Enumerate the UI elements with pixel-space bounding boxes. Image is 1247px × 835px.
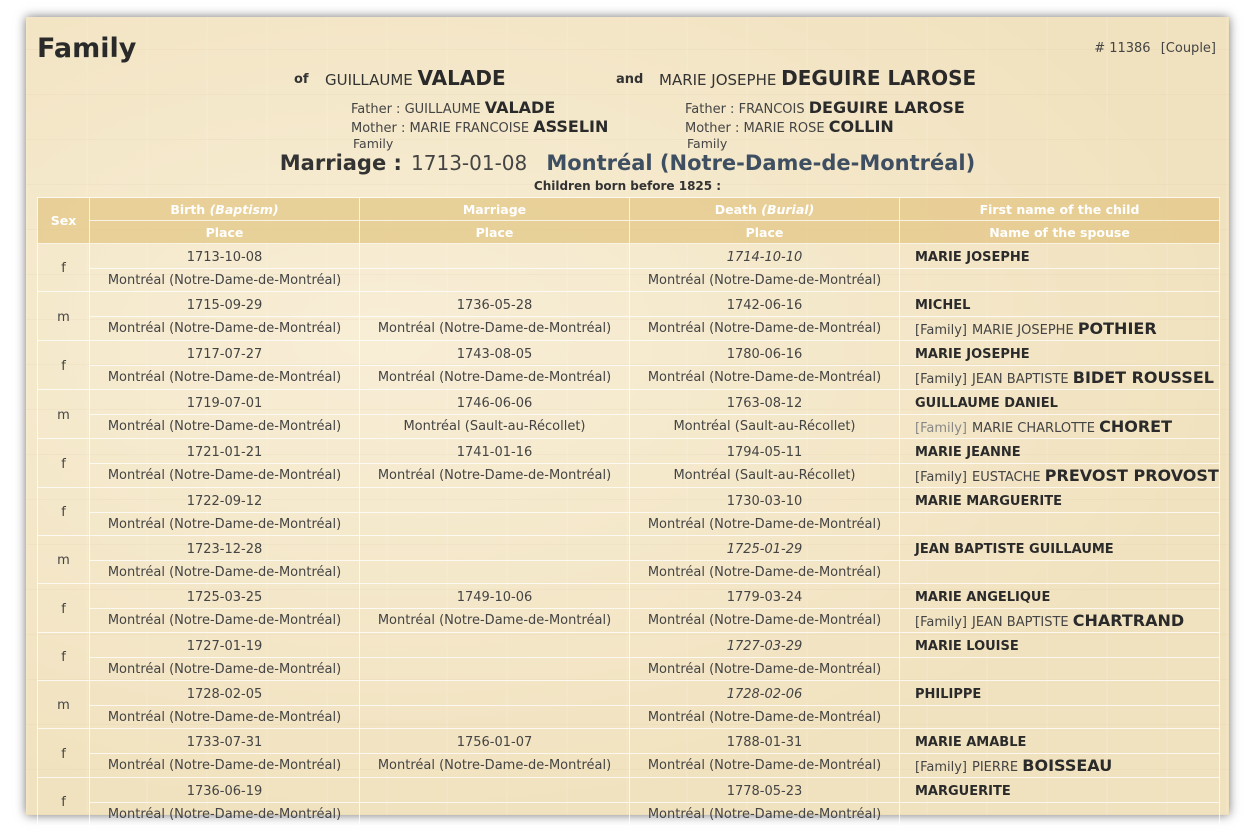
marriage-place — [360, 269, 630, 292]
death-date: 1779-03-24 — [630, 584, 900, 609]
husband-father[interactable]: Father : GUILLAUME VALADE — [351, 98, 556, 117]
marriage-date: 1741-01-16 — [360, 439, 630, 464]
couple-link[interactable]: [Couple] — [1160, 41, 1216, 56]
marriage-date — [360, 778, 630, 803]
table-row — [38, 439, 1220, 464]
spouse-family-link[interactable]: [Family] — [915, 421, 967, 436]
birth-place: Montréal (Notre-Dame-de-Montréal) — [90, 658, 360, 681]
marriage-date: 1749-10-06 — [360, 584, 630, 609]
birth-date: 1717-07-27 — [90, 341, 360, 366]
spouse-name[interactable] — [900, 706, 1220, 729]
child-first-name[interactable]: MARIE AMABLE — [900, 729, 1220, 754]
wife-first-name: MARIE JOSEPHE — [659, 71, 777, 89]
birth-place: Montréal (Notre-Dame-de-Montréal) — [90, 609, 360, 633]
marriage-date — [360, 244, 630, 269]
death-place: Montréal (Sault-au-Récollet) — [630, 415, 900, 439]
death-date: 1714-10-10 — [630, 244, 900, 269]
spouse-name[interactable] — [900, 366, 1220, 390]
spouse-name[interactable] — [900, 803, 1220, 826]
birth-place: Montréal (Notre-Dame-de-Montréal) — [90, 415, 360, 439]
spouse-name[interactable] — [900, 317, 1220, 341]
death-date: 1742-06-16 — [630, 292, 900, 317]
birth-date: 1725-03-25 — [90, 584, 360, 609]
child-sex: f — [38, 341, 90, 390]
marriage-label: Marriage : — [279, 151, 402, 175]
birth-date: 1721-01-21 — [90, 439, 360, 464]
birth-place: Montréal (Notre-Dame-de-Montréal) — [90, 464, 360, 488]
birth-date: 1728-02-05 — [90, 681, 360, 706]
marriage-place — [360, 513, 630, 536]
spouse-last-name: BOISSEAU — [1022, 756, 1113, 775]
spouse-last-name: PREVOST PROVOST — [1044, 466, 1219, 485]
death-date: 1763-08-12 — [630, 390, 900, 415]
table-row — [38, 244, 1220, 269]
marriage-line — [26, 151, 1229, 175]
table-row — [38, 633, 1220, 658]
death-place: Montréal (Notre-Dame-de-Montréal) — [630, 317, 900, 341]
marriage-place — [360, 803, 630, 826]
spouse-family-link[interactable]: [Family] — [915, 760, 967, 775]
spouse-first-name: MARIE JOSEPHE — [971, 323, 1074, 338]
child-first-name[interactable]: GUILLAUME DANIEL — [900, 390, 1220, 415]
spouse-family-link[interactable]: [Family] — [915, 615, 967, 630]
death-date: 1788-01-31 — [630, 729, 900, 754]
birth-date: 1713-10-08 — [90, 244, 360, 269]
record-reference — [1088, 41, 1216, 56]
marriage-place: Montréal (Notre-Dame-de-Montréal) — [546, 151, 976, 175]
birth-place: Montréal (Notre-Dame-de-Montréal) — [90, 317, 360, 341]
marriage-place: Montréal (Notre-Dame-de-Montréal) — [360, 754, 630, 778]
header-marriage: Marriage — [360, 198, 630, 221]
birth-place: Montréal (Notre-Dame-de-Montréal) — [90, 754, 360, 778]
child-first-name[interactable]: MARIE JEANNE — [900, 439, 1220, 464]
children-table — [37, 197, 1220, 826]
birth-place: Montréal (Notre-Dame-de-Montréal) — [90, 803, 360, 826]
child-sex: m — [38, 536, 90, 584]
header-birth-place: Place — [90, 221, 360, 244]
child-sex: f — [38, 778, 90, 826]
child-sex: f — [38, 584, 90, 633]
child-first-name[interactable]: JEAN BAPTISTE GUILLAUME — [900, 536, 1220, 561]
table-row-place — [38, 366, 1220, 390]
marriage-date — [360, 536, 630, 561]
spouse-first-name: JEAN BAPTISTE — [971, 615, 1069, 630]
death-place: Montréal (Notre-Dame-de-Montréal) — [630, 269, 900, 292]
child-sex: f — [38, 439, 90, 488]
marriage-place: Montréal (Notre-Dame-de-Montréal) — [360, 464, 630, 488]
table-row-place — [38, 706, 1220, 729]
of-label: of — [294, 72, 309, 87]
child-first-name[interactable]: MARGUERITE — [900, 778, 1220, 803]
birth-date: 1722-09-12 — [90, 488, 360, 513]
spouse-first-name: EUSTACHE — [971, 470, 1041, 485]
child-first-name[interactable]: MARIE ANGELIQUE — [900, 584, 1220, 609]
death-place: Montréal (Notre-Dame-de-Montréal) — [630, 658, 900, 681]
header-sex: Sex — [38, 198, 90, 244]
children-label: Children born before 1825 : — [533, 179, 722, 193]
birth-place: Montréal (Notre-Dame-de-Montréal) — [90, 366, 360, 390]
and-label: and — [616, 72, 644, 87]
header-first-name: First name of the child — [900, 198, 1220, 221]
spouse-name[interactable] — [900, 754, 1220, 778]
table-row-place — [38, 803, 1220, 826]
husband-last-name: VALADE — [417, 66, 506, 90]
marriage-date: 1736-05-28 — [360, 292, 630, 317]
birth-place: Montréal (Notre-Dame-de-Montréal) — [90, 561, 360, 584]
wife-name[interactable] — [659, 66, 976, 90]
page-title: Family — [37, 33, 137, 64]
spouse-name[interactable] — [900, 609, 1220, 633]
death-place: Montréal (Notre-Dame-de-Montréal) — [630, 513, 900, 536]
spouse-first-name: JEAN BAPTISTE — [971, 372, 1069, 387]
birth-date: 1715-09-29 — [90, 292, 360, 317]
wife-last-name: DEGUIRE LAROSE — [781, 66, 977, 90]
header-death: Death (Burial) — [630, 198, 900, 221]
husband-mother[interactable]: Mother : MARIE FRANCOISE ASSELIN — [351, 117, 609, 136]
table-row-place — [38, 513, 1220, 536]
table-row-place — [38, 269, 1220, 292]
marriage-date — [360, 681, 630, 706]
header-marriage-place: Place — [360, 221, 630, 244]
death-place: Montréal (Notre-Dame-de-Montréal) — [630, 366, 900, 390]
marriage-place: Montréal (Notre-Dame-de-Montréal) — [360, 609, 630, 633]
table-row-place — [38, 609, 1220, 633]
spouse-first-name: PIERRE — [971, 760, 1019, 775]
death-date: 1728-02-06 — [630, 681, 900, 706]
death-place: Montréal (Notre-Dame-de-Montréal) — [630, 706, 900, 729]
spouse-last-name: BIDET ROUSSEL — [1072, 368, 1214, 387]
table-row — [38, 390, 1220, 415]
marriage-place — [360, 706, 630, 729]
birth-date: 1727-01-19 — [90, 633, 360, 658]
child-sex: f — [38, 244, 90, 292]
table-row-place — [38, 754, 1220, 778]
child-sex: m — [38, 390, 90, 439]
death-place: Montréal (Notre-Dame-de-Montréal) — [630, 754, 900, 778]
marriage-date: 1713-01-08 — [411, 151, 528, 175]
death-date: 1794-05-11 — [630, 439, 900, 464]
table-row — [38, 536, 1220, 561]
table-row — [38, 681, 1220, 706]
birth-date: 1723-12-28 — [90, 536, 360, 561]
birth-date: 1719-07-01 — [90, 390, 360, 415]
table-row — [38, 292, 1220, 317]
child-first-name[interactable]: MARIE LOUISE — [900, 633, 1220, 658]
table-row — [38, 488, 1220, 513]
spouse-family-link[interactable]: [Family] — [915, 470, 967, 485]
marriage-date: 1743-08-05 — [360, 341, 630, 366]
child-first-name[interactable]: PHILIPPE — [900, 681, 1220, 706]
header-spouse-name: Name of the spouse — [900, 221, 1220, 244]
child-sex: f — [38, 633, 90, 681]
wife-family-link[interactable]: Family — [687, 136, 728, 151]
spouse-last-name: CHARTRAND — [1072, 611, 1185, 630]
birth-date: 1733-07-31 — [90, 729, 360, 754]
spouse-last-name: CHORET — [1099, 417, 1173, 436]
birth-place: Montréal (Notre-Dame-de-Montréal) — [90, 269, 360, 292]
spouse-name[interactable] — [900, 415, 1220, 439]
table-row-place — [38, 415, 1220, 439]
table-row — [38, 341, 1220, 366]
child-first-name[interactable]: MARIE JOSEPHE — [900, 244, 1220, 269]
birth-place: Montréal (Notre-Dame-de-Montréal) — [90, 513, 360, 536]
wife-parents — [685, 99, 965, 151]
death-date: 1778-05-23 — [630, 778, 900, 803]
husband-parents — [351, 99, 608, 151]
child-sex: m — [38, 681, 90, 729]
table-row — [38, 584, 1220, 609]
spouse-family-link[interactable]: [Family] — [915, 323, 967, 338]
spouse-name[interactable] — [900, 658, 1220, 681]
marriage-place: Montréal (Notre-Dame-de-Montréal) — [360, 366, 630, 390]
header-birth: Birth (Baptism) — [90, 198, 360, 221]
header-death-place: Place — [630, 221, 900, 244]
record-number: # 11386 — [1094, 41, 1151, 56]
child-sex: m — [38, 292, 90, 341]
death-date: 1727-03-29 — [630, 633, 900, 658]
child-sex: f — [38, 488, 90, 536]
marriage-place: Montréal (Notre-Dame-de-Montréal) — [360, 317, 630, 341]
husband-name[interactable] — [325, 66, 506, 90]
wife-mother[interactable]: Mother : MARIE ROSE COLLIN — [685, 117, 894, 136]
marriage-place: Montréal (Sault-au-Récollet) — [360, 415, 630, 439]
spouse-name[interactable] — [900, 464, 1220, 488]
spouse-name[interactable] — [900, 513, 1220, 536]
marriage-date: 1746-06-06 — [360, 390, 630, 415]
family-sheet — [26, 17, 1229, 822]
table-row-place — [38, 561, 1220, 584]
child-sex: f — [38, 729, 90, 778]
table-row-place — [38, 658, 1220, 681]
spouse-last-name: POTHIER — [1077, 319, 1157, 338]
birth-date: 1736-06-19 — [90, 778, 360, 803]
death-place: Montréal (Notre-Dame-de-Montréal) — [630, 803, 900, 826]
husband-family-link[interactable]: Family — [353, 136, 394, 151]
child-first-name[interactable]: MICHEL — [900, 292, 1220, 317]
death-date: 1730-03-10 — [630, 488, 900, 513]
child-first-name[interactable]: MARIE JOSEPHE — [900, 341, 1220, 366]
table-row-place — [38, 317, 1220, 341]
table-row — [38, 778, 1220, 803]
marriage-date — [360, 633, 630, 658]
death-place: Montréal (Notre-Dame-de-Montréal) — [630, 609, 900, 633]
marriage-date — [360, 488, 630, 513]
child-first-name[interactable]: MARIE MARGUERITE — [900, 488, 1220, 513]
marriage-date: 1756-01-07 — [360, 729, 630, 754]
spouse-first-name: MARIE CHARLOTTE — [971, 421, 1095, 436]
wife-father[interactable]: Father : FRANCOIS DEGUIRE LAROSE — [685, 98, 965, 117]
spouse-family-link[interactable]: [Family] — [915, 372, 967, 387]
spouse-name[interactable] — [900, 561, 1220, 584]
table-row-place — [38, 464, 1220, 488]
table-row — [38, 729, 1220, 754]
death-date: 1725-01-29 — [630, 536, 900, 561]
death-date: 1780-06-16 — [630, 341, 900, 366]
marriage-place — [360, 561, 630, 584]
marriage-place — [360, 658, 630, 681]
husband-first-name: GUILLAUME — [325, 71, 413, 89]
death-place: Montréal (Sault-au-Récollet) — [630, 464, 900, 488]
birth-place: Montréal (Notre-Dame-de-Montréal) — [90, 706, 360, 729]
death-place: Montréal (Notre-Dame-de-Montréal) — [630, 561, 900, 584]
spouse-name[interactable] — [900, 269, 1220, 292]
